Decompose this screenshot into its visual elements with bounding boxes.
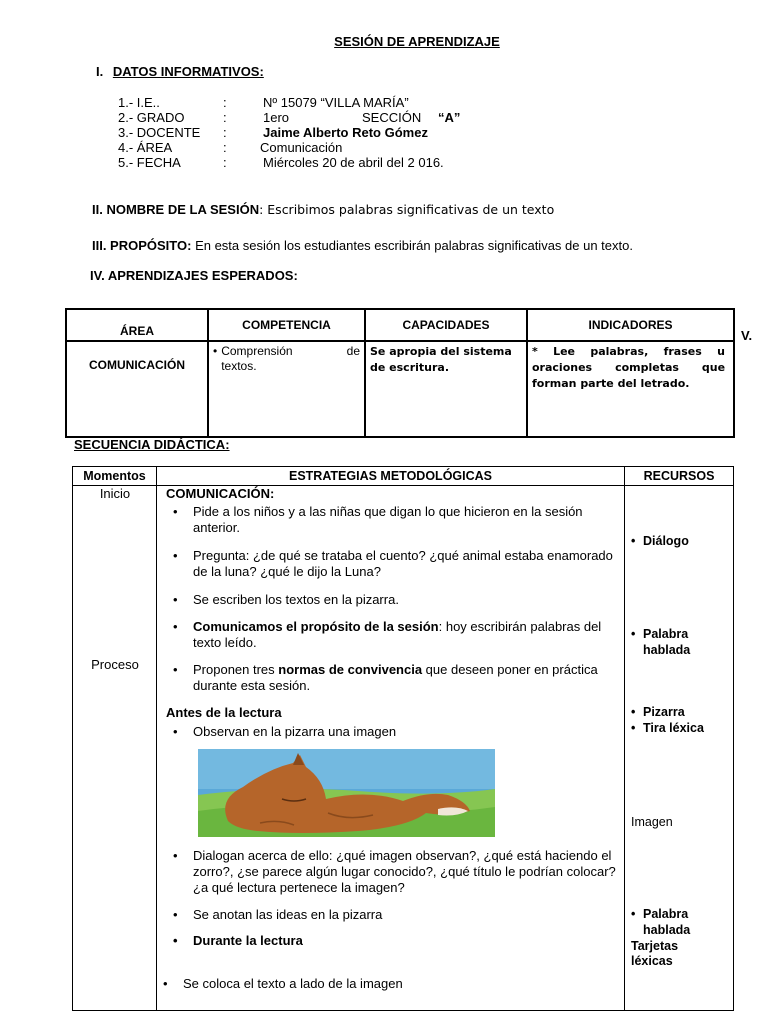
resource-pizarra: • Pizarra (631, 704, 685, 720)
moment-inicio: Inicio (99, 486, 131, 501)
strategy-item-purpose (165, 619, 618, 651)
info-sep: : (223, 140, 227, 155)
during-reading-heading: • Durante la lectura (165, 933, 618, 949)
info-value-grado: 1ero (263, 110, 290, 125)
strategy-item: • Pide a los niños y a las niñas que digan lo que hicieron en la sesión anterior. (165, 504, 618, 536)
resource-hablada: hablada (643, 923, 691, 937)
strategy-item: • Se escriben los textos en la pizarra. (165, 592, 618, 608)
info-label: 1.- I.E.. (118, 95, 160, 110)
expected-learning-heading: IV. APRENDIZAJES ESPERADOS: (90, 268, 298, 283)
resource-dialogo: • Diálogo (631, 533, 689, 549)
info-sep: : (223, 95, 227, 110)
info-value-area: Comunicación (260, 140, 343, 155)
info-value-fecha: Miércoles 20 de abril del 2 016. (263, 155, 444, 170)
resource-lexicas: léxicas (631, 954, 673, 968)
info-value-ie: Nº 15079 “VILLA MARÍA” (263, 95, 409, 110)
cell-recursos (625, 486, 734, 1011)
strategy-item: • Se anotan las ideas en la pizarra (165, 907, 618, 923)
resource-palabra: • Palabra (631, 626, 688, 642)
purpose-text: En esta sesión los estudiantes escribirán palabras significativas de un texto. (191, 238, 633, 253)
session-name-label: II. NOMBRE DE LA SESIÓN (92, 202, 260, 217)
info-label-grado: 2.- GRADO (118, 110, 185, 125)
section-number: I. (96, 64, 104, 79)
info-label-docente: 3.- DOCENTE (118, 125, 201, 140)
session-name (92, 202, 554, 217)
purpose-label: III. PROPÓSITO: (92, 238, 192, 253)
header-momentos: Momentos (73, 467, 157, 486)
indicadores-text: * Lee palabras, frases u oraciones completas que forman parte del letrado. (532, 345, 729, 390)
sleeping-fox-image (198, 749, 495, 837)
info-label-fecha: 5.- FECHA (118, 155, 181, 170)
cell-momentos (73, 486, 157, 1011)
bullet: • (213, 344, 218, 358)
info-value-docente: Jaime Alberto Reto Gómez (263, 125, 428, 140)
header-area: ÁREA (66, 309, 208, 341)
capacidades-text: Se apropia del sistema de escritura. (370, 345, 512, 374)
strategy-heading-comunicacion: COMUNICACIÓN: (166, 486, 275, 501)
competencia-text: Comprensión de textos. (221, 344, 364, 373)
before-reading-heading: Antes de la lectura (166, 705, 282, 720)
section-label: DATOS INFORMATIVOS: (112, 64, 264, 79)
cell-estrategias (157, 486, 625, 1011)
norms-post: que deseen poner en práctica durante esta sesión. (193, 662, 598, 693)
purpose (92, 238, 633, 253)
document-title: SESIÓN DE APRENDIZAJE (334, 34, 500, 49)
section-number-v: V. (741, 328, 753, 343)
info-sep: : (223, 110, 227, 125)
session-name-text: : Escribimos palabras significativas de un texto (259, 202, 555, 217)
resource-hablada: hablada (643, 643, 691, 657)
moment-proceso: Proceso (91, 657, 139, 672)
learning-table (65, 308, 735, 438)
resource-palabra: • Palabra (631, 906, 688, 922)
resource-tira-lexica: • Tira léxica (631, 720, 704, 736)
info-sep: : (223, 125, 227, 140)
didactic-sequence-table (72, 466, 734, 1011)
info-sep: : (223, 155, 227, 170)
section-datos-informativos (96, 64, 264, 79)
purpose-rest: : hoy escribirán palabras del texto leído. (193, 619, 602, 650)
header-competencia: COMPETENCIA (208, 309, 365, 341)
header-indicadores: INDICADORES (527, 309, 734, 341)
header-capacidades: CAPACIDADES (365, 309, 527, 341)
purpose-bold: Comunicamos el propósito de la sesión (193, 619, 439, 634)
header-estrategias: ESTRATEGIAS METODOLÓGICAS (157, 467, 625, 486)
info-seccion-label: SECCIÓN (362, 110, 422, 125)
norms-bold: normas de convivencia (278, 662, 423, 677)
norms-pre: Proponen tres (193, 662, 279, 677)
resource-tarjetas: Tarjetas (631, 939, 679, 953)
info-row-ie (118, 95, 160, 110)
cell-indicadores (527, 341, 734, 437)
strategy-item: • Se coloca el texto a lado de la imagen (155, 976, 618, 992)
fox-illustration (198, 749, 495, 837)
secuencia-didactica-heading: SECUENCIA DIDÁCTICA: (74, 437, 230, 452)
strategy-item-norms (165, 662, 618, 694)
resource-imagen: Imagen (631, 815, 673, 829)
header-recursos: RECURSOS (625, 467, 734, 486)
info-seccion-value: “A” (438, 110, 461, 125)
cell-capacidades (365, 341, 527, 437)
cell-competencia (208, 341, 365, 437)
strategy-item: • Observan en la pizarra una imagen (165, 724, 618, 740)
strategy-item: • Dialogan acerca de ello: ¿qué imagen observan?, ¿qué está haciendo el zorro?, ¿se parece algún lugar conocido?, ¿qué título le podrían colocar? ¿a qué lectura pertenece la imagen? (165, 848, 618, 896)
info-label-area: 4.- ÁREA (118, 140, 173, 155)
cell-area: COMUNICACIÓN (66, 341, 208, 437)
strategy-item: • Pregunta: ¿de qué se trataba el cuento? ¿qué animal estaba enamorado de la luna? ¿qué le dijo la Luna? (165, 548, 618, 580)
